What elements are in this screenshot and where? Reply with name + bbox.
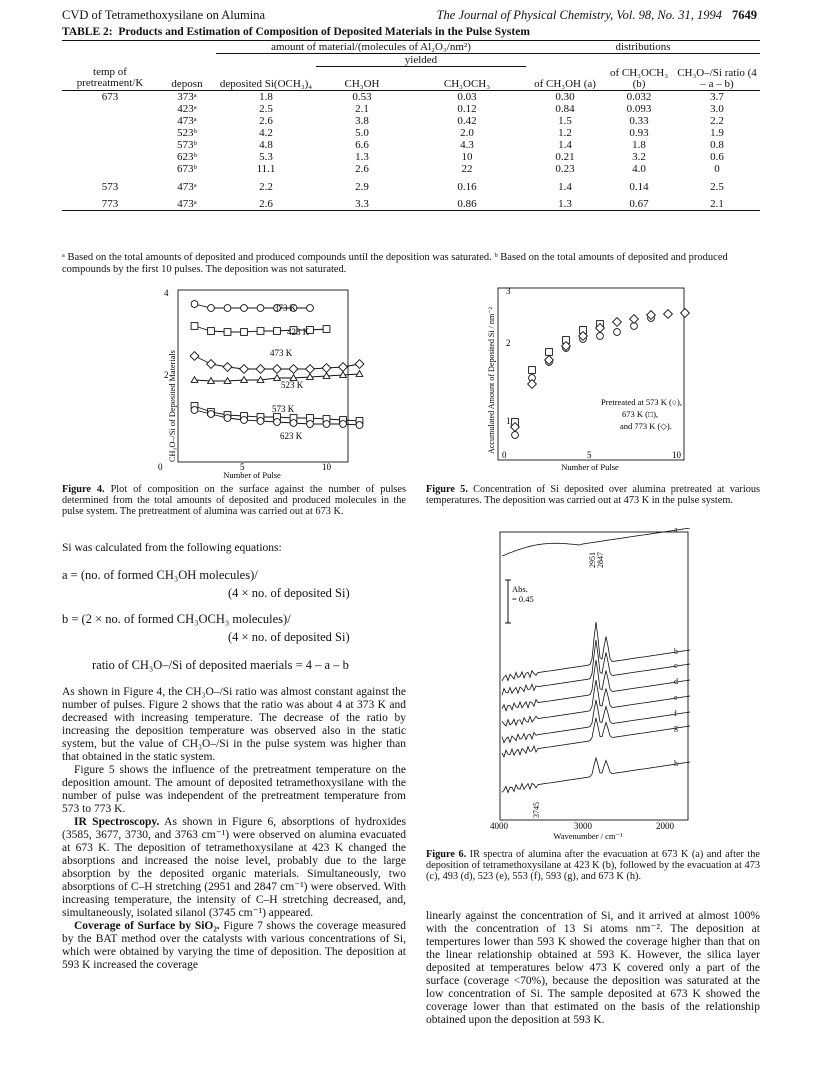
scatter-point: [597, 333, 604, 340]
fig4-xtick: 0: [158, 462, 163, 472]
table-cell: 4.3: [460, 138, 474, 151]
data-point: [274, 328, 281, 335]
paragraph-ir: IR Spectroscopy. As shown in Figure 6, absorptions of hydroxides (3585, 3677, 3730, and 3763 cm⁻¹) were observed on alumina evacuated at 673 K. The deposition of tetramethoxysilane at 423 K changed the absorptions and increased the noise level, probably due to the large absorption by the deposited organic materials. Simultaneously, two absorptions of C–H stretching (2951 and 2847 cm⁻¹) were observed. With increasing temperature, the intensity of C–H stretching decreased, and, simultaneously, isolated silanol (3745 cm⁻¹) appeared.: [62, 816, 406, 919]
table-cell: 423ᵃ: [177, 102, 197, 115]
table-cell: 2.1: [710, 198, 724, 210]
fig6-caption-text: IR spectra of alumina after the evacuation at 673 K (a) and after the deposition of tetramethoxysilane at 423 K (b), followed by the evacuation at 473 (c), 493 (d), 523 (e), 553 (f), 593 (g), and 673 K (h).: [426, 849, 760, 883]
equation-b-line2: (4 × no. of deposited Si): [228, 630, 350, 644]
table-cell: 4.2: [259, 126, 273, 139]
table-cell: 3.0: [710, 102, 724, 115]
table-cell: 1.3: [558, 198, 572, 210]
data-point: [289, 365, 298, 374]
fig6-xlabel: Wavenumber / cm⁻¹: [553, 831, 623, 841]
fig5-caption-text: Concentration of Si deposited over alumina pretreated at various temperatures. The deposition was carried out at 473 K in the pulse system.: [426, 484, 761, 507]
spectrum-curve: [502, 640, 690, 695]
scatter-point: [529, 367, 536, 374]
data-point: [224, 329, 231, 336]
fig4-xtick: 5: [240, 462, 245, 472]
col-header-temp: temp of pretreatment/K: [76, 65, 144, 89]
paragraph-coverage: Coverage of Surface by SiO₂. Figure 7 shows the coverage measured by the BAT method over the catalysts with various concentrations of Si, which were obtained by varying the time of deposition. The deposition at 593 K increased the coverage: [62, 920, 407, 971]
data-point: [208, 411, 215, 418]
fig5-legend-673: 673 K (□),: [622, 409, 659, 419]
data-point: [241, 329, 248, 336]
journal-name: The Journal of Physical Chemistry, Vol. 98, No. 31, 1994: [436, 8, 722, 22]
data-point: [274, 375, 281, 381]
curve-label: c: [674, 661, 678, 670]
figure-6-caption: [426, 849, 760, 883]
fig5-xtick: 10: [672, 450, 681, 460]
table-cell: 2.5: [710, 180, 724, 193]
data-point: [274, 419, 281, 426]
curve-label: f: [674, 709, 677, 718]
data-point: [290, 420, 297, 427]
col-header-ch3oh: CH₃OH: [344, 77, 380, 90]
fig4-ylabel: CH₃O–/Si of Deposited Materials: [168, 350, 177, 462]
spectrum-curve: [502, 660, 690, 711]
table-cell: 0.84: [555, 102, 575, 115]
table-cell: 1.8: [259, 90, 273, 103]
table-cell: 6.6: [355, 138, 369, 151]
data-point: [224, 305, 231, 312]
journal-citation: [437, 8, 757, 23]
table-cell: 3.7: [710, 90, 724, 103]
scatter-point: [512, 432, 519, 439]
equation-a-line2: (4 × no. of deposited Si): [228, 586, 350, 600]
scatter-point: [528, 380, 537, 389]
curve-label: h: [674, 759, 678, 768]
fig5-xtick: 5: [587, 450, 592, 460]
data-point: [191, 323, 198, 330]
figure-5-plot: [470, 282, 700, 478]
data-point: [273, 365, 282, 374]
fig5-ylabel: Accumulated Amount of Deposited Si / nm⁻²: [487, 307, 496, 454]
fig5-legend-573: Pretreated at 573 K (○),: [601, 397, 682, 407]
fig5-legend-773: and 773 K (◇).: [620, 421, 672, 431]
abs-value: = 0.45: [512, 594, 534, 604]
data-point: [307, 305, 314, 312]
table-cell: 0.33: [629, 114, 649, 127]
scatter-point: [681, 309, 690, 318]
table-cell: 623ᵇ: [177, 150, 197, 163]
scatter-point: [664, 310, 673, 319]
table-cell: 3.8: [355, 114, 369, 127]
peak-2847: 2847: [596, 552, 605, 568]
label-573k: 573 K: [272, 404, 295, 414]
data-table: [62, 40, 760, 211]
table-cell: 5.3: [259, 150, 273, 163]
table-row: [62, 90, 760, 103]
figure-5-caption: [426, 484, 760, 506]
equation-a-line1: a = (no. of formed CH₃OH molecules)/: [62, 568, 258, 582]
data-point: [223, 363, 232, 372]
curve-label: d: [674, 677, 678, 686]
table-cell: 473ᵃ: [177, 180, 197, 193]
label-423k: 423 K: [287, 327, 310, 337]
table-cell: 3.2: [632, 150, 646, 163]
table-cell: 2.2: [259, 180, 273, 193]
table-title: [62, 26, 530, 38]
data-point: [323, 421, 330, 428]
scatter-point: [614, 329, 621, 336]
table-cell: 473ᵃ: [177, 114, 197, 127]
fig4-caption-label: Figure 4.: [62, 484, 105, 495]
table-cell: 2.6: [355, 162, 369, 175]
table-cell: 22: [461, 162, 473, 175]
figure-6-spectra: [488, 528, 700, 846]
data-point: [190, 352, 199, 361]
table-cell: 1.9: [710, 126, 724, 139]
table-cell: [62, 139, 158, 151]
data-point: [356, 371, 363, 377]
fig5-xtick: 0: [502, 450, 507, 460]
label-473k: 473 K: [270, 348, 293, 358]
table-row: [62, 127, 760, 139]
table-cell: 2.2: [710, 114, 724, 127]
scatter-point: [630, 315, 639, 324]
data-point: [240, 365, 249, 374]
left-column-text: [62, 686, 406, 972]
table-row: [62, 103, 760, 115]
curve-label: g: [674, 723, 678, 732]
section-heading: IR Spectroscopy.: [74, 816, 160, 828]
data-point: [257, 328, 264, 335]
figure-4-caption: [62, 484, 406, 518]
col-header-dist-a: of CH₃OH (a): [534, 77, 596, 90]
table-cell: 373ᵃ: [177, 90, 197, 103]
fig5-xlabel: Number of Pulse: [561, 462, 619, 472]
spectrum-curve: [502, 718, 690, 757]
table-cell: 0.93: [629, 126, 649, 139]
table-cell: 4.8: [259, 138, 273, 151]
data-point: [208, 305, 215, 312]
figure-4-plot: [150, 282, 420, 478]
right-column-text: linearly against the concentration of Si, and it arrived at almost 100% with the concentration of 13 Si atoms nm⁻². The deposition at tempertures lower than 593 K showed the coverage higher than that on the linear relationship obtained at 593 K. However, the silica layer deposited at temperatures below 473 K covered only a part of the surface (coverage <70%), because the deposition was saturated at the low concentration of Si. The sample deposited at 673 K showed the coverage lower than that estimated on the basis of the relationship obtained upon the deposition at 593 K.: [426, 910, 760, 1026]
group-header-amount: amount of material/(molecules of Al₂O₃/nm²): [216, 41, 526, 54]
spectrum-curve: [502, 758, 690, 793]
label-523k: 523 K: [281, 380, 304, 390]
running-head: CVD of Tetramethoxysilane on Alumina: [62, 8, 266, 22]
data-point: [241, 377, 248, 383]
table-title-text: Products and Estimation of Composition of Deposited Materials in the Pulse System: [118, 26, 530, 38]
fig6-caption-label: Figure 6.: [426, 849, 467, 860]
data-point: [355, 360, 364, 369]
table-row: [62, 115, 760, 127]
table-cell: 2.6: [259, 114, 273, 127]
label-373k: 373 K: [274, 303, 297, 313]
peak-3745: 3745: [532, 802, 541, 818]
data-point: [191, 407, 198, 414]
table-cell: 1.2: [558, 126, 572, 139]
fig5-ytick: 2: [506, 338, 511, 348]
data-point: [241, 417, 248, 424]
table-cell: 0.21: [555, 150, 575, 163]
table-label: TABLE 2:: [62, 26, 113, 38]
data-point: [356, 422, 363, 429]
spectrum-curve: [502, 622, 690, 681]
table-cell: 4.0: [632, 162, 646, 175]
data-point: [306, 365, 315, 374]
table-row: [62, 193, 760, 211]
col-header-dist-b: of CH₃OCH₃ (b): [609, 66, 669, 90]
data-point: [224, 415, 231, 422]
table-cell: 11.1: [256, 162, 276, 175]
data-point: [339, 363, 348, 372]
table-footnote: ᵃ Based on the total amounts of deposited and produced compounds until the deposition was saturated. ᵇ Based on the total amounts of deposited and produced compounds by the first 10 pulses. The deposition was not saturated.: [62, 252, 728, 275]
table-cell: 573ᵇ: [177, 138, 197, 151]
data-point: [207, 360, 216, 369]
intro-text: Si was calculated from the following equations:: [62, 542, 282, 554]
scatter-point: [613, 318, 622, 327]
data-point: [191, 377, 198, 383]
table-cell: 673ᵇ: [177, 162, 197, 175]
abs-label: Abs.: [512, 584, 528, 594]
data-point: [208, 328, 215, 335]
table-cell: 1.4: [558, 180, 572, 193]
col-header-ratio: CH₃O–/Si ratio (4 – a – b): [677, 66, 757, 90]
table-cell: [62, 115, 158, 127]
table-cell: [62, 103, 158, 115]
col-header-deposited: deposited Si(OCH₃)₄: [219, 77, 313, 90]
table-cell: 0.03: [457, 90, 477, 103]
fig4-xlabel: Number of Pulse: [223, 470, 281, 478]
page-number: 7649: [732, 8, 757, 22]
table-cell: 0: [714, 162, 720, 175]
table-cell: 773: [101, 198, 119, 210]
table-cell: 0.86: [457, 198, 477, 210]
table-cell: 0.6: [710, 150, 724, 163]
data-point: [241, 305, 248, 312]
table-cell: 673: [101, 90, 119, 103]
table-cell: 2.0: [460, 126, 474, 139]
peak-2951: 2951: [588, 552, 597, 568]
table-cell: 1.5: [558, 114, 572, 127]
data-point: [191, 301, 198, 308]
section-heading: Coverage of Surface by SiO₂.: [74, 920, 220, 932]
fig4-xtick: 10: [322, 462, 331, 472]
table-cell: 0.032: [626, 90, 652, 103]
table-cell: 0.16: [457, 180, 477, 193]
table-cell: 0.12: [457, 102, 477, 115]
curve-label: e: [674, 693, 678, 702]
table-cell: 5.0: [355, 126, 369, 139]
col-header-deposn: deposn: [171, 77, 203, 90]
fig5-ytick: 1: [506, 416, 511, 426]
equation-ratio: ratio of CH₃O–/Si of deposited maerials = 4 – a – b: [92, 658, 349, 672]
fig4-ytick: 2: [164, 370, 169, 380]
equation-b-line1: b = (2 × no. of formed CH₃OCH₃ molecules)/: [62, 612, 291, 626]
data-point: [257, 418, 264, 425]
table-cell: [62, 163, 158, 175]
table-cell: 0.67: [629, 198, 649, 210]
table-cell: 2.1: [355, 102, 369, 115]
scatter-point: [546, 349, 553, 356]
table-cell: 0.30: [555, 90, 575, 103]
paragraph: Figure 5 shows the influence of the pretreatment temperature on the deposition amount. The amount of deposited tetramethoxysilane with the number of pulse was independent of the pretreatment temperature from 573 to 773 K.: [62, 764, 406, 815]
fig6-xtick: 3000: [574, 821, 592, 831]
yielded-header: yielded: [316, 54, 526, 67]
data-point: [322, 364, 331, 373]
curve-label: a: [674, 528, 678, 534]
table-cell: 2.5: [259, 102, 273, 115]
table-cell: 0.8: [710, 138, 724, 151]
fig4-caption-text: Plot of composition on the surface against the number of pulses determined from the total amounts of deposited and produced molecules in the pulse system. The pretreatment of alumina was carried out at 673 K.: [62, 484, 407, 518]
table-cell: 10: [461, 150, 473, 163]
fig5-caption-label: Figure 5.: [426, 484, 468, 495]
data-point: [340, 421, 347, 428]
table-cell: 3.3: [355, 198, 369, 210]
table-cell: 0.093: [626, 102, 652, 115]
fig6-xtick: 2000: [656, 821, 674, 831]
table-cell: [62, 127, 158, 139]
table-cell: 0.14: [629, 180, 649, 193]
spectrum-curve: [502, 700, 690, 743]
table-row: [62, 151, 760, 163]
table-cell: 573: [101, 180, 119, 193]
label-623k: 623 K: [280, 431, 303, 441]
fig6-xtick: 4000: [490, 821, 508, 831]
table-cell: 1.3: [355, 150, 369, 163]
table-cell: 0.42: [457, 114, 477, 127]
paragraph: As shown in Figure 4, the CH₃O–/Si ratio was almost constant against the number of pulses. Figure 2 shows that the ratio was about 4 at 373 K and decreased with increasing temperature. The decrease of the ratio by increasing the deposition temperature was observed also in the static system, but the value of CH₃O–/Si in the pulse system was higher than that obtained in the static system.: [62, 686, 406, 763]
curve-label: b: [674, 647, 678, 656]
data-point: [256, 365, 265, 374]
data-point: [257, 305, 264, 312]
data-point: [323, 326, 330, 333]
table-cell: 523ᵇ: [177, 126, 197, 139]
data-point: [307, 421, 314, 428]
fig5-ytick: 3: [506, 286, 511, 296]
table-cell: [62, 151, 158, 163]
table-cell: 1.4: [558, 138, 572, 151]
fig4-ytick: 4: [164, 288, 169, 298]
table-cell: 0.23: [555, 162, 575, 175]
group-header-dist: distributions: [526, 41, 760, 54]
table-cell: 0.53: [352, 90, 372, 103]
table-row: [62, 175, 760, 193]
table-cell: 2.6: [259, 198, 273, 210]
col-header-ch3och3: CH₃OCH₃: [443, 77, 491, 90]
table-cell: 1.8: [632, 138, 646, 151]
table-cell: 473ᵃ: [177, 198, 197, 210]
table-cell: 2.9: [355, 180, 369, 193]
table-row: [62, 163, 760, 175]
table-row: [62, 139, 760, 151]
